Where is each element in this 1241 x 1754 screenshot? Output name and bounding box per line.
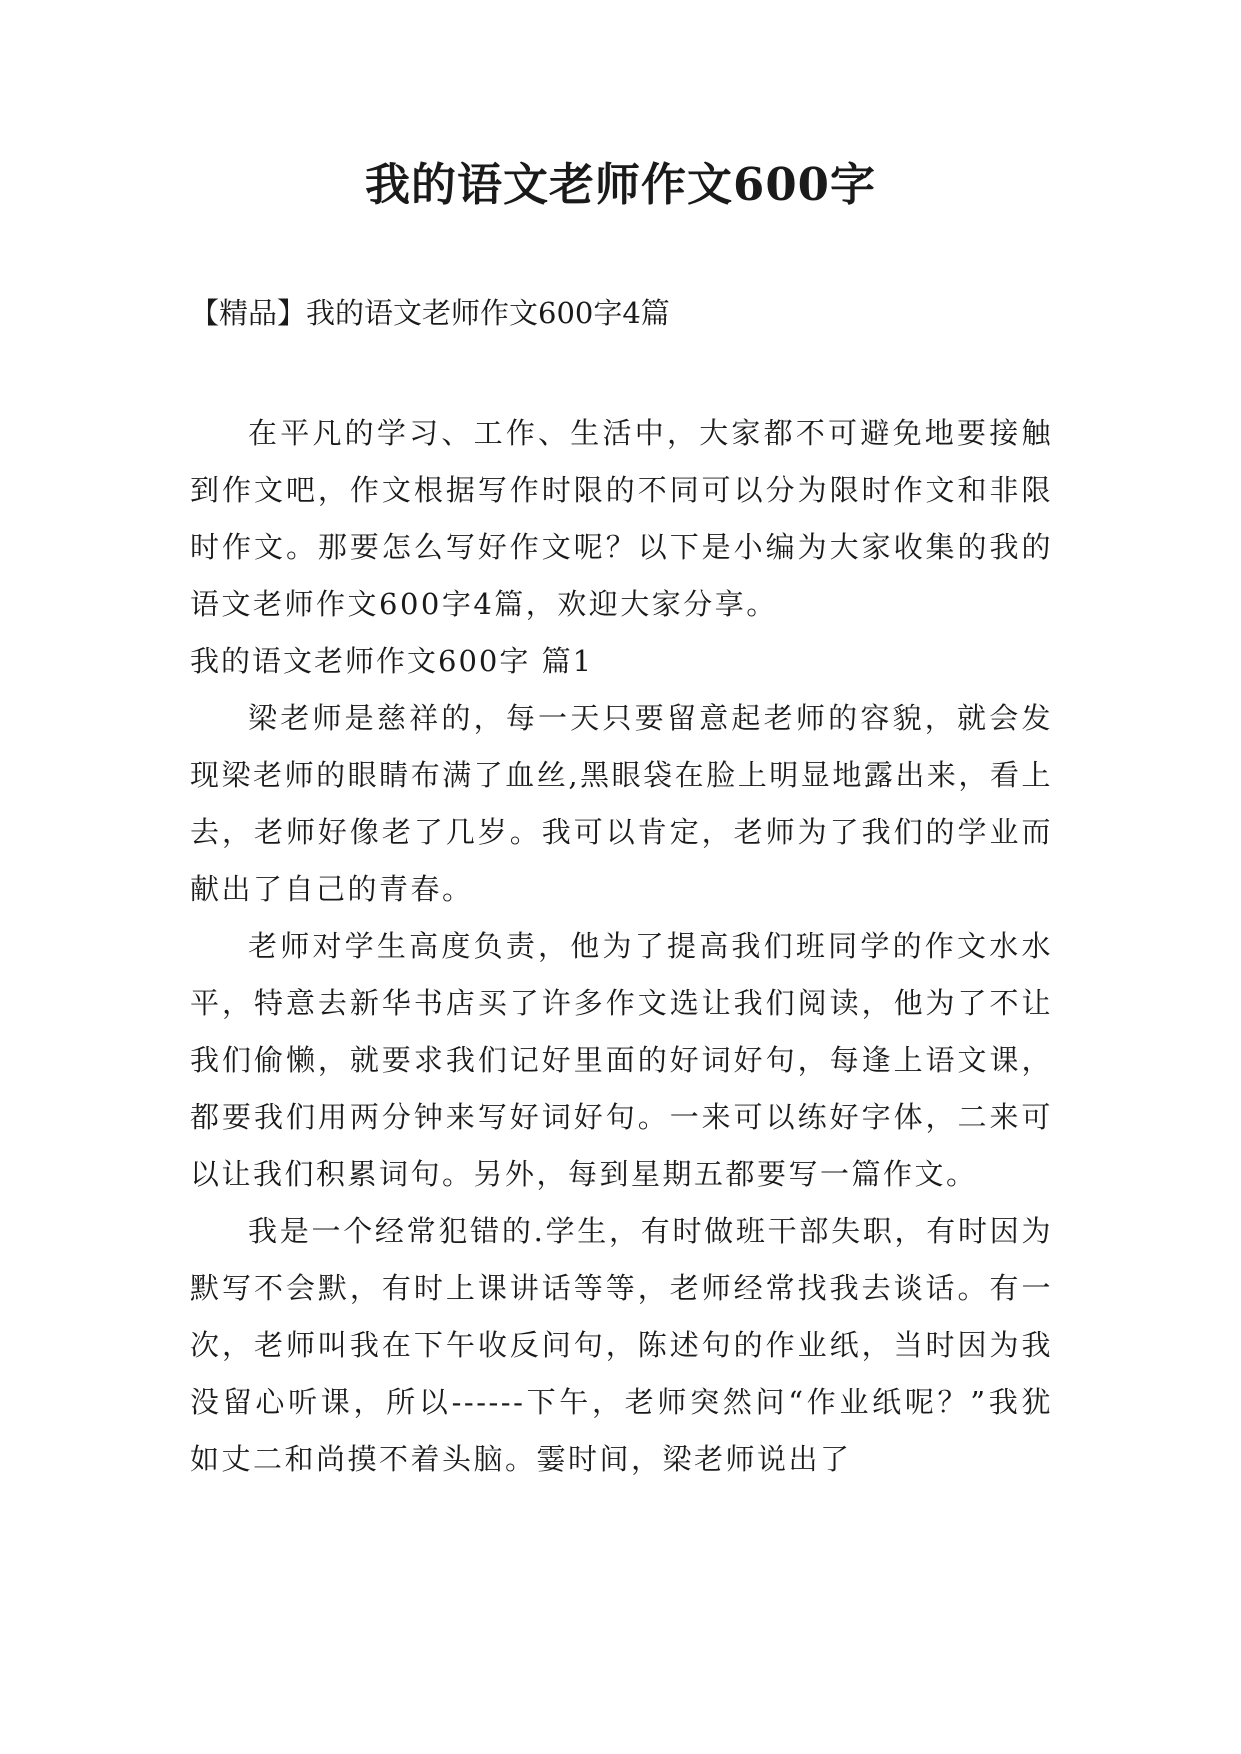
body-paragraph: 我是一个经常犯错的.学生，有时做班干部失职，有时因为默写不会默，有时上课讲话等等，老师经常找我去谈话。有一次，老师叫我在下午收反问句，陈述句的作业纸，当时因为我没留心听课，所以------下午，老师突然问“作业纸呢？”我犹如丈二和尚摸不着头脑。霎时间，梁老师说出了 xyxy=(190,1214,1053,1476)
document-subtitle: 【精品】我的语文老师作文600字4篇 xyxy=(190,296,670,330)
body-paragraph: 老师对学生高度负责，他为了提高我们班同学的作文水水平，特意去新华书店买了许多作文选让我们阅读，他为了不让我们偷懒，就要求我们记好里面的好词好句，每逢上语文课，都要我们用两分钟来写好词好句。一来可以练好字体，二来可以让我们积累词句。另外，每到星期五都要写一篇作文。 xyxy=(190,929,1053,1191)
section-heading: 我的语文老师作文600字 篇1 xyxy=(190,644,594,678)
document-body xyxy=(190,405,1053,1488)
intro-paragraph: 在平凡的学习、工作、生活中，大家都不可避免地要接触到作文吧，作文根据写作时限的不同可以分为限时作文和非限时作文。那要怎么写好作文呢？以下是小编为大家收集的我的语文老师作文600字4篇，欢迎大家分享。 xyxy=(190,416,1053,621)
body-paragraph: 梁老师是慈祥的，每一天只要留意起老师的容貌，就会发现梁老师的眼睛布满了血丝,黑眼袋在脸上明显地露出来，看上去，老师好像老了几岁。我可以肯定，老师为了我们的学业而献出了自己的青春。 xyxy=(190,701,1053,906)
document-title: 我的语文老师作文600字 xyxy=(365,158,876,211)
